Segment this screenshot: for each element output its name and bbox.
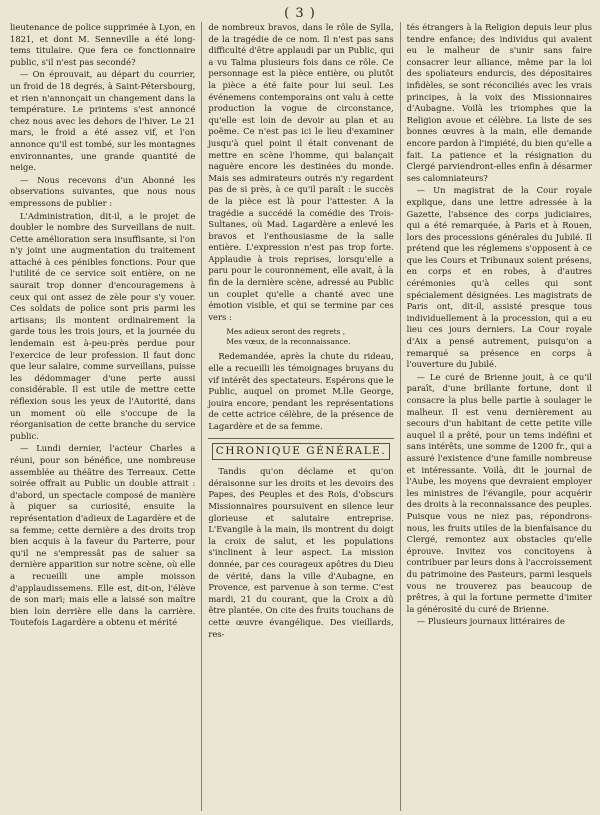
columns — [10, 22, 592, 811]
article-paragraph: L'Administration, dit-il, a le projet de doubler le nombre des Surveillans de nuit. Cette amélioration sera insuffisante, si l'on n'y joint une augmentation du traitement attaché à ces pénibles fonctions. Pour que l'utilité de ce service soit entière, on ne saurait trop donner d'encouragemens à ceux qui ont assez de zèle pour s'y vouer. Ces soldats de police sont pris parmi les artisans; ils montent ordinairement la garde tous les trois jours, et la journée du lendemain est à-peu-près perdue pour l'exercice de leur profession. Il faut donc que leur salaire, comme surveillans, puisse les dédommager d'une perte aussi considérable. Il est utile de mettre cette réflexion sous les yeux de l'Autorité, dans un moment où elle s'occupe de la réorganisation de cette branche du service public. — [10, 210, 196, 441]
article-paragraph: — Lundi dernier, l'acteur Charles a réuni, pour son bénéfice, une nombreuse assemblée au théâtre des Terreaux. Cette soirée offrait au Public un double attrait : d'abord, un spectacle composé de manière à piquer sa curiosité, ensuite la représentation d'adieux de Lagardère et de sa femme; cette dernière a des droits trop bien acquis à la faveur du Parterre, pour qu'il ne s'empressât pas de saluer sa dernière apparition sur notre scène, où elle a recueilli une ample moisson d'applaudissemens. Elle est, dit-on, l'élève de son mari; mais elle a laissé son maître bien loin derrière elle dans la carrière. Toutefois Lagardère a obtenu et mérité — [10, 443, 196, 628]
column-1 — [10, 22, 195, 811]
verse — [226, 327, 393, 347]
verse-line: Mes vœux, de la reconnaissance. — [226, 337, 351, 347]
article-paragraph: — Nous recevons d'un Abonné les observations suivantes, que nous nous empressons de publier : — [10, 174, 196, 208]
article-paragraph: Redemandée, après la chute du rideau, elle a recueilli les témoignages bruyans du vif intérêt des spectateurs. Espérons que le Public, auquel on promet M.lle George, jouira encore, pendant les représentations de cette actrice célèbre, de la présence de Lagardère et de sa femme. — [208, 351, 394, 431]
article-paragraph: tés étrangers à la Religion depuis leur plus tendre enfance; des individus qui avaient eu le malheur de s'unir sans faire consacrer leur alliance, même par la loi des spoliateurs endurcis, des dépositaires infidèles, se sont réconciliés avec les vrais principes, à la voix des Missionnaires d'Aubagne. Voilà les triomphes que la Religion avoue et célèbre. La liste de ses bonnes œuvres à la main, elle demande encore pardon à l'impiété, du bien qu'elle a fait. La patience et la résignation du Clergé parviendront-elles enfin à désarmer ses calomniateurs? — [406, 22, 592, 183]
verse-line: Mes adieux seront des regrets , — [226, 327, 346, 337]
article-paragraph: Tandis qu'on déclame et qu'on déraisonne sur les droits et les devoirs des Papes, des Peuples et des Rois, d'obscurs Missionnaires poursuivent en silence leur glorieuse et salutaire entreprise. L'Evangile à la main, ils montrent du doigt la croix de salut, et les populations s'inclinent à leur aspect. La mission donnée, par ces courageux apôtres du Dieu de vérité, dans la ville d'Aubagne, en Provence, est parvenue à son terme. C'est mardi, 21 du courant, que la Croix a dû être plantée. On cite des fruits touchans de cette œuvre évangélique. Des vieillards, res- — [208, 466, 394, 639]
section-divider — [208, 438, 393, 439]
article-paragraph: de nombreux bravos, dans le rôle de Sylla, de la tragédie de ce nom. Il n'est pas sans difficulté d'être applaudi par un Public, qui a vu Talma plusieurs fois dans ce rôle. Ce personnage est la pièce entière, ou plutôt la pièce a été faite pour lui seul. Les événemens contemporains ont valu à cette production la vogue de circonstance, qu'elle est loin de devoir au plan et au poëme. Ce n'est pas ici le lieu d'examiner jusqu'à quel point il était convenant de mettre en scène l'homme, qui balançait naguère encore les destinées du monde. Mais ses admirateurs outrés n'y regardent pas de si près, à ce qu'il paraît : le succès de la pièce est là pour l'attester. A la tragédie a succédé la comédie des Trois-Sultanes, où Mad. Lagardère a enlevé les bravos et l'enthousiasme de la salle entière. L'expression n'est pas trop forte. Applaudie à trois reprises, lorsqu'elle a paru pour le couronnement, elle avait, à la fin de la dernière scène, adressé au Public un couplet qu'elle a chanté avec une émotion visible, et qui se termine par ces vers : — [208, 22, 394, 322]
article-paragraph: lieutenance de police supprimée à Lyon, en 1821, et dont M. Senneville a été long-tems titulaire. Que fera ce fonctionnaire public, s'il n'est pas secondé? — [10, 22, 196, 67]
article-paragraph: — Un magistrat de la Cour royale explique, dans une lettre adressée à la Gazette, l'absence des corps judiciaires, qui a été remarquée, à Paris et à Rouen, lors des processions générales du Jubilé. Il prétend que les réglemens s'opposent à ce que les Cours et Tribunaux soient présens, en corps et en robes, à d'autres cérémonies qu'à celles qui sont spécialement désignées. Les magistrats de Paris ont, dit-il, assisté presque tous individuellement à la procession, qui a eu lieu ces jours derniers. La Cour royale d'Aix a pensé autrement, puisqu'on a remarqué sa présence en corps à l'ouverture du Jubilé. — [406, 185, 592, 370]
article-paragraph: — Le curé de Brienne jouit, à ce qu'il paraît, d'une brillante fortune, dont il consacre la plus belle partie à soulager le malheur. Il est venu dernièrement au secours d'un habitant de cette petite ville auquel il a prêté, pour un tems indéfini et sans intérêts, une somme de 1200 fr., qui a assuré l'existence d'une famille nombreuse et intéressante. Voilà, dit le journal de l'Aube, les moyens que devraient employer les ministres de l'évangile, pour acquérir des droits à la reconnaissance des peuples. Puisque vous ne niez pas, répondrons-nous, les fruits utiles de la bienfaisance du Clergé, remontez aux obstacles qu'elle éprouve. Invitez vos concitoyens à contribuer par leurs dons à l'accroissement du patrimoine des Pasteurs, parmi lesquels vous ne trouverez pas beaucoup de prêtres, à qui la fortune permette d'imiter la générosité du curé de Brienne. — [406, 371, 592, 614]
column-2 — [201, 22, 393, 811]
article-paragraph: — On éprouvait, au départ du courrier, un froid de 18 degrés, à Saint-Pétersbourg, et rien n'annonçait un changement dans la température. Le printems s'est annoncé chez nous avec les dehors de l'hiver. Le 21 mars, le froid a été assez vif, et l'on annonce qu'il est tombé, sur les montagnes environnantes, une grande quantité de neige. — [10, 69, 196, 173]
column-3 — [400, 22, 592, 811]
article-paragraph: — Plusieurs journaux littéraires de — [416, 616, 565, 627]
page-number: ( 3 ) — [284, 6, 316, 21]
section-heading — [212, 443, 389, 461]
section-title: CHRONIQUE GÉNÉRALE. — [215, 444, 387, 457]
